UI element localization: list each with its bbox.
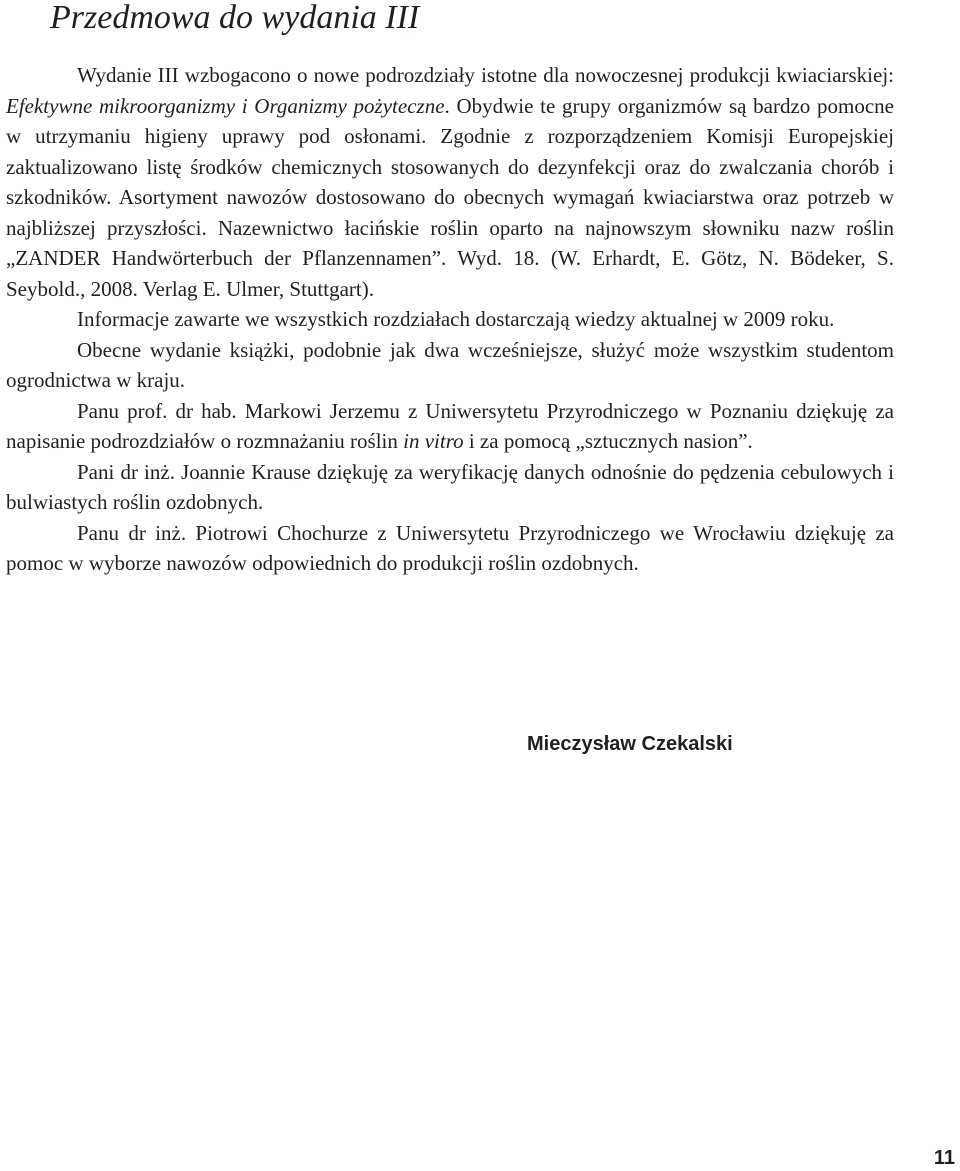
paragraph [6, 60, 894, 304]
paragraph [6, 518, 894, 579]
paragraph [6, 396, 894, 457]
paragraph [6, 304, 894, 335]
page-number: 11 [933, 1147, 955, 1169]
paragraph-text: Panu dr inż. Piotrowi Chochurze z Uniwersytetu Przyrodniczego we Wrocławiu dziękuję za pomoc w wyborze nawozów odpowiednich do produkcji roślin ozdobnych. [6, 520, 894, 575]
page-title: Przedmowa do wydania III [50, 0, 420, 36]
paragraph-text: Informacje zawarte we wszystkich rozdziałach dostarczają wiedzy aktualnej w 2009 roku. [77, 307, 835, 331]
paragraph-text: . Obydwie te grupy organizmów są bardzo pomocne w utrzymaniu higieny uprawy pod osłonami. Zgodnie z rozporządzeniem Komisji Europejskiej zaktualizowano listę środków chemicznych stosowanych do dezynfekcji oraz do zwalczania chorób i szkodników. Asortyment nawozów dostosowano do obecnych wymagań kwiaciarstwa oraz potrzeb w najbliższej przyszłości. Nazewnictwo łacińskie roślin oparto na najnowszym słowniku nazw roślin „ZANDER Handwörterbuch der Pflanzennamen”. Wyd. 18. (W. Erhardt, E. Götz, N. Bödeker, S. Seybold., 2008. Verlag E. Ulmer, Stuttgart). [6, 93, 894, 301]
preface-body [6, 60, 894, 579]
paragraph-text: Wydanie III wzbogacono o nowe podrozdziały istotne dla nowoczesnej produkcji kwiaciarskiej: [77, 63, 894, 87]
paragraph-text: i za pomocą „sztucznych nasion”. [463, 429, 753, 453]
author-signature: Mieczysław Czekalski [527, 733, 733, 755]
paragraph [6, 457, 894, 518]
paragraph-text: Pani dr inż. Joannie Krause dziękuję za weryfikację danych odnośnie do pędzenia cebulowych i bulwiastych roślin ozdobnych. [6, 459, 894, 514]
paragraph-text: Panu prof. dr hab. Markowi Jerzemu z Uniwersytetu Przyrodniczego w Poznaniu dziękuję za napisanie podrozdziałów o rozmnażaniu roślin [6, 398, 894, 453]
paragraph-text: Obecne wydanie książki, podobnie jak dwa wcześniejsze, służyć może wszystkim studentom ogrodnictwa w kraju. [6, 337, 894, 392]
italic-text: in vitro [403, 429, 464, 453]
italic-text: Efektywne mikroorganizmy i Organizmy pożyteczne [6, 93, 445, 118]
paragraph [6, 335, 894, 396]
